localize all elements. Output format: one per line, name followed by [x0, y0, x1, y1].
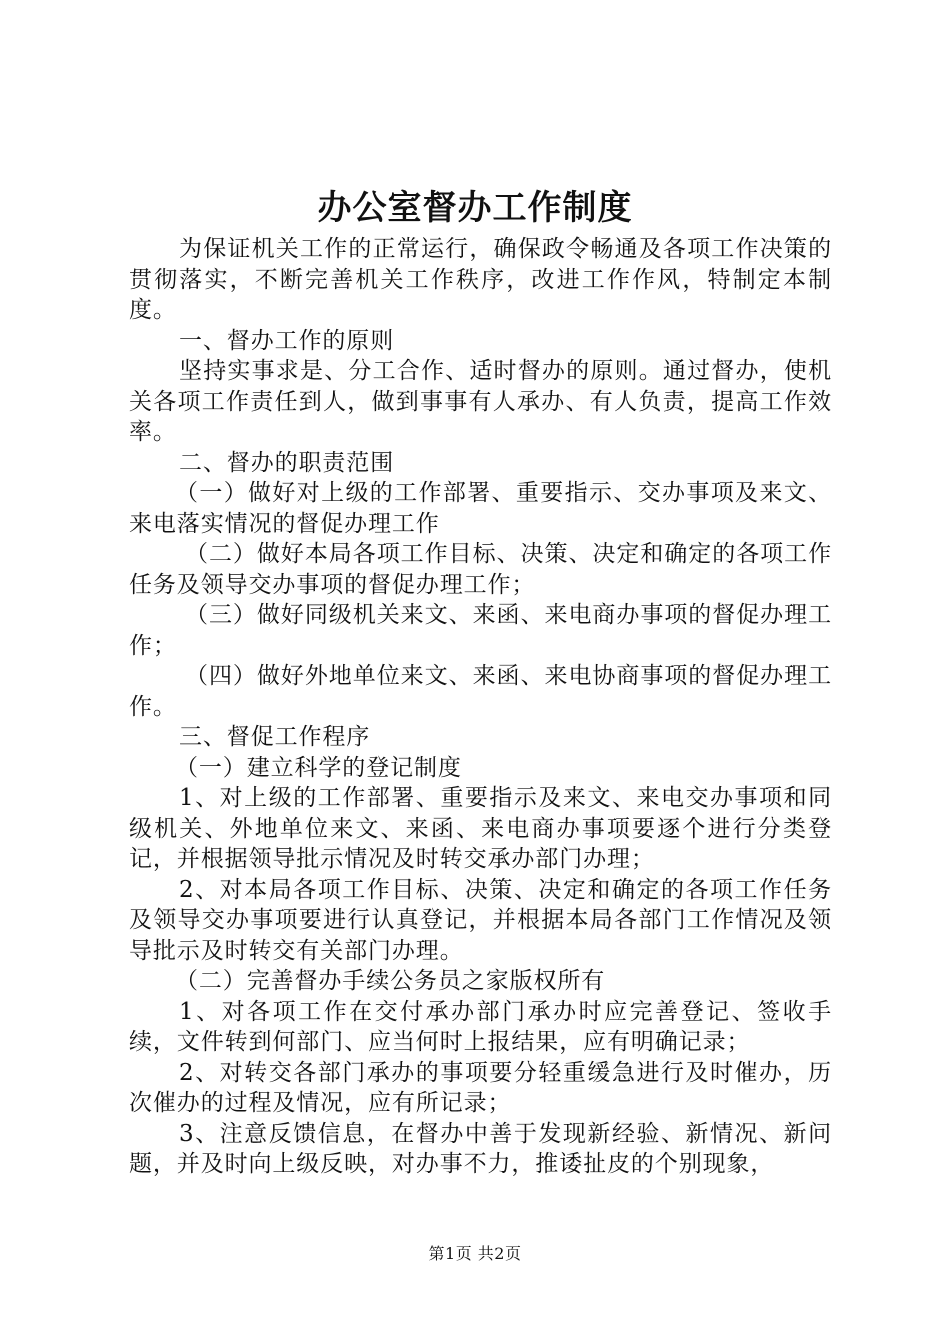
section-heading-2: 二、督办的职责范围 [179, 449, 395, 476]
section-heading-1: 一、督办工作的原则 [179, 327, 395, 354]
subsection-heading: （二）完善督办手续公务员之家版权所有 [175, 968, 606, 994]
list-item: （三）做好同级机关来文、来函、来电商办事项的督促办理工作； [129, 602, 832, 659]
section-heading-3: 三、督促工作程序 [179, 724, 371, 750]
list-item: 2、对本局各项工作目标、决策、决定和确定的各项工作任务及领导交办事项要进行认真登记，并根据本局各部门工作情况及领导批示及时转交有关部门办理。 [129, 876, 832, 964]
intro-paragraph: 为保证机关工作的正常运行，确保政令畅通及各项工作决策的贯彻落实，不断完善机关工作秩序，改进工作作风，特制定本制度。 [129, 236, 832, 323]
document-body [129, 234, 832, 1180]
list-item: 3、注意反馈信息，在督办中善于发现新经验、新情况、新问题，并及时向上级反映，对办事不力，推诿扯皮的个别现象， [129, 1120, 832, 1177]
list-item: （二）做好本局各项工作目标、决策、决定和确定的各项工作任务及领导交办事项的督促办理工作； [129, 541, 832, 598]
list-item: 1、对上级的工作部署、重要指示及来文、来电交办事项和同级机关、外地单位来文、来函、来电商办事项要逐个进行分类登记，并根据领导批示情况及时转交承办部门办理； [129, 785, 832, 872]
subsection-heading: （一）建立科学的登记制度 [175, 754, 462, 781]
list-item: （四）做好外地单位来文、来函、来电协商事项的督促办理工作。 [129, 663, 832, 720]
list-item: 2、对转交各部门承办的事项要分轻重缓急进行及时催办，历次催办的过程及情况，应有所记录； [129, 1059, 832, 1116]
page-number-footer: 第1页 共2页 [428, 1244, 522, 1263]
list-item: 1、对各项工作在交付承办部门承办时应完善登记、签收手续，文件转到何部门、应当何时上报结果，应有明确记录； [129, 998, 832, 1055]
list-item: （一）做好对上级的工作部署、重要指示、交办事项及来文、来电落实情况的督促办理工作 [129, 480, 832, 537]
paragraph: 坚持实事求是、分工合作、适时督办的原则。通过督办，使机关各项工作责任到人，做到事事有人承办、有人负责，提高工作效率。 [129, 358, 832, 445]
document-title: 办公室督办工作制度 [317, 188, 633, 228]
